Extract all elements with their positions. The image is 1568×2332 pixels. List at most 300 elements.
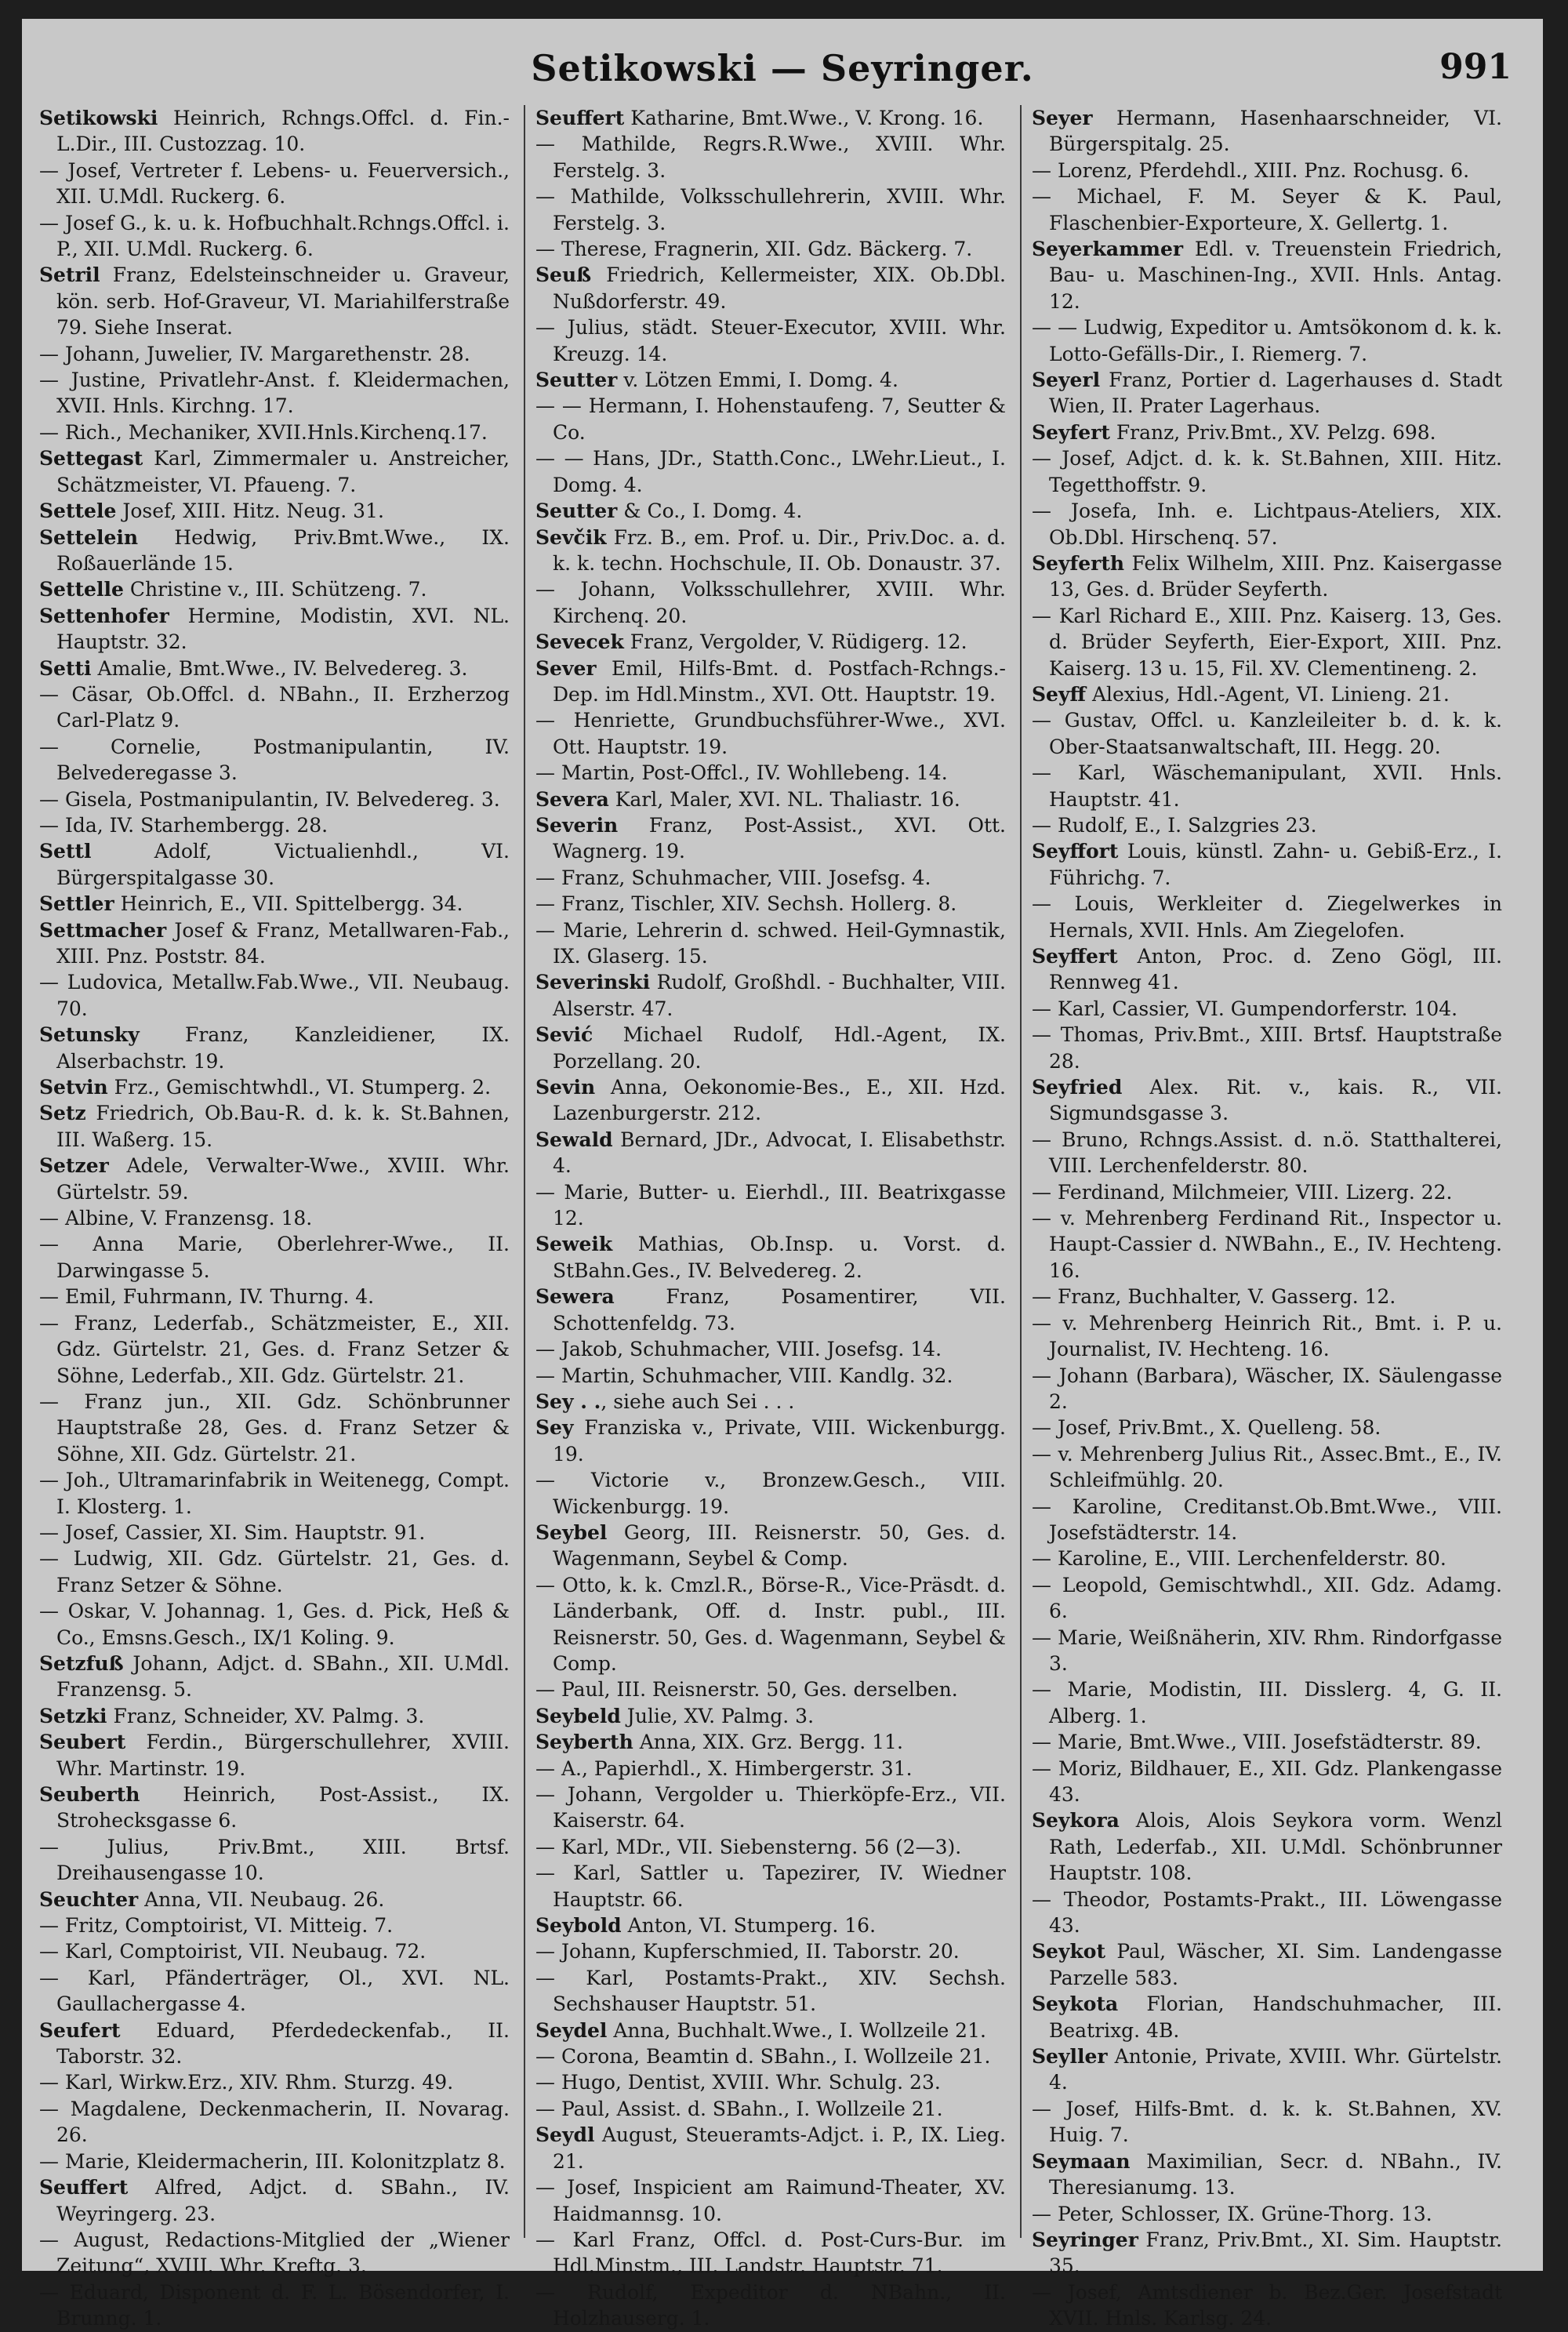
entry-details: — Karl, Comptoirist, VII. Neubaug. 72.: [39, 1940, 426, 1963]
entry-surname: Sević: [535, 1023, 593, 1047]
entry-details: Frz., Gemischtwhdl., VI. Stumperg. 2.: [107, 1076, 492, 1099]
entry-surname: Seykot: [1032, 1940, 1106, 1963]
directory-entry: [535, 969, 1006, 1022]
directory-entry: [1032, 996, 1502, 1022]
entry-details: — — Ludwig, Expeditor u. Amtsökonom d. k. k. Lotto-Gefälls-Dir., I. Riemerg. 7.: [1032, 316, 1502, 365]
directory-entry: [39, 1703, 510, 1729]
directory-entry: [39, 1887, 510, 1912]
entry-details: Franz, Posamentirer, VII. Schottenfeldg. 73.: [553, 1285, 1006, 1335]
entry-details: — Marie, Lehrerin d. schwed. Heil-Gymnastik, IX. Glaserg. 15.: [535, 918, 1006, 968]
entry-surname: Settele: [39, 499, 117, 523]
directory-entry: [39, 2174, 510, 2227]
directory-entry: [39, 1782, 510, 1834]
directory-entry: [39, 1520, 510, 1546]
entry-surname: Setzfuß: [39, 1651, 124, 1675]
entry-details: — Oskar, V. Johannag. 1, Ges. d. Pick, Heß & Co., Emsns.Gesch., IX/1 Koling. 9.: [39, 1600, 510, 1649]
directory-entry: [535, 865, 1006, 891]
entry-details: Julie, XV. Palmg. 3.: [620, 1704, 815, 1727]
directory-entry: [39, 1389, 510, 1467]
directory-entry: [1032, 498, 1502, 550]
directory-entry: [39, 576, 510, 602]
directory-entry: [39, 1205, 510, 1231]
entry-details: Franz, Priv.Bmt., XI. Sim. Hauptstr. 35.: [1049, 2228, 1502, 2278]
directory-entry: [1032, 2096, 1502, 2149]
entry-surname: Seybold: [535, 1914, 622, 1938]
entry-details: — A., Papierhdl., X. Himbergerstr. 31.: [535, 1756, 913, 1780]
entry-details: Katharine, Bmt.Wwe., V. Krong. 16.: [624, 107, 984, 129]
entry-surname: Seyer: [1032, 107, 1093, 129]
entry-details: — Johann, Vergolder u. Thierköpfe-Erz., VII. Kaiserstr. 64.: [535, 1783, 1006, 1833]
directory-entry: [1032, 2149, 1502, 2201]
directory-entry: [1032, 1938, 1502, 1991]
entry-details: Edl. v. Treuenstein Friedrich, Bau- u. Maschinen-Ing., XVII. Hnls. Antag. 12.: [1049, 238, 1502, 313]
directory-entry: [39, 656, 510, 681]
entry-surname: Seyffert: [1032, 945, 1118, 968]
entry-details: — Louis, Werkleiter d. Ziegelwerkes in Hernals, XVII. Hnls. Am Ziegelofen.: [1032, 892, 1502, 942]
directory-entry: [1032, 838, 1502, 891]
directory-entry: [535, 1756, 1006, 1782]
directory-entry: [39, 2069, 510, 2095]
entry-surname: Seydl: [535, 2123, 595, 2147]
directory-entry: [1032, 1625, 1502, 1677]
entry-surname: Seyfert: [1032, 420, 1110, 444]
entry-details: — Julius, städt. Steuer-Executor, XVIII. Whr. Kreuzg. 14.: [535, 316, 1006, 365]
directory-entry: [39, 917, 510, 970]
directory-entry: [39, 262, 510, 340]
directory-entry: [39, 2227, 510, 2279]
directory-entry: [1032, 681, 1502, 707]
page-number: 991: [1439, 47, 1512, 87]
column-divider: [1020, 105, 1022, 2238]
entry-details: Anna, VII. Neubaug. 26.: [138, 1887, 385, 1911]
directory-entry: [1032, 603, 1502, 681]
entry-details: — Karl, Sattler u. Tapezirer, IV. Wiedner Hauptstr. 66.: [535, 1862, 1006, 1911]
entry-surname: Seufert: [39, 2018, 121, 2042]
directory-entry: [1032, 1022, 1502, 1074]
directory-entry: [535, 1415, 1006, 1467]
directory-entry: [1032, 1179, 1502, 1205]
entry-details: — Marie, Weißnäherin, XIV. Rhm. Rindorfgasse 3.: [1032, 1625, 1502, 1675]
entry-details: — August, Redactions-Mitglied der „Wiener Zeitung“, XVIII. Whr. Kreftg. 3.: [39, 2228, 510, 2278]
directory-entry: [1032, 2201, 1502, 2227]
directory-entry: [39, 1834, 510, 1887]
entry-surname: Seuchter: [39, 1887, 139, 1911]
entry-details: v. Lötzen Emmi, I. Domg. 4.: [617, 369, 898, 392]
entry-details: — Josefa, Inh. e. Lichtpaus-Ateliers, XIX. Ob.Dbl. Hirschenq. 57.: [1032, 499, 1502, 549]
directory-entry: [39, 341, 510, 367]
directory-entry: [1032, 1991, 1502, 2043]
entry-surname: Seykora: [1032, 1809, 1120, 1833]
entry-details: — Rudolf, Expeditor d. NBahn., II. Holzhauserg. 1.: [535, 2280, 1006, 2330]
directory-entry: [535, 1572, 1006, 1677]
entry-surname: Seyberth: [535, 1731, 633, 1754]
entry-details: — Franz, Buchhalter, V. Gasserg. 12.: [1032, 1285, 1396, 1309]
entry-details: Franz, Portier d. Lagerhauses d. Stadt Wien, II. Prater Lagerhaus.: [1049, 369, 1502, 418]
entry-details: Franz, Vergolder, V. Rüdigerg. 12.: [623, 630, 967, 654]
directory-entry: [39, 2096, 510, 2149]
directory-entry: [535, 629, 1006, 655]
directory-entry: [39, 838, 510, 891]
entry-details: Christine v., III. Schützeng. 7.: [123, 578, 427, 601]
directory-entry: [39, 105, 510, 158]
directory-entry: [535, 2122, 1006, 2174]
directory-entry: [1032, 105, 1502, 158]
directory-entry: [1032, 1441, 1502, 1494]
directory-entry: [1032, 314, 1502, 367]
entry-details: — Theodor, Postamts-Prakt., III. Löwengasse 43.: [1032, 1887, 1502, 1938]
entry-details: Anton, VI. Stumperg. 16.: [621, 1914, 877, 1938]
entry-details: — Karl Richard E., XIII. Pnz. Kaiserg. 13, Ges. d. Brüder Seyferth, Eier-Export, XIII. Pnz. Kaiserg. 13 u. 15, Fil. XV. Clementineng. 2.: [1032, 604, 1502, 680]
entry-details: — Therese, Fragnerin, XII. Gdz. Bäckerg. 7.: [535, 238, 973, 261]
entry-details: — Cornelie, Postmanipulantin, IV. Belvederegasse 3.: [39, 735, 510, 785]
directory-entry: [535, 1231, 1006, 1284]
entry-surname: Seyerl: [1032, 369, 1101, 392]
entry-details: — Josef, Inspicient am Raimund-Theater, XV. Haidmannsg. 10.: [535, 2176, 1006, 2225]
entry-surname: Sevčik: [535, 525, 607, 549]
entry-surname: Seyff: [1032, 682, 1087, 706]
directory-entry: [535, 2096, 1006, 2122]
entry-details: — Marie, Modistin, III. Disslerg. 4, G. II. Alberg. 1.: [1032, 1678, 1502, 1727]
directory-entry: [1032, 420, 1502, 445]
entry-surname: Setikowski: [39, 107, 158, 129]
directory-entry: [1032, 367, 1502, 420]
entry-surname: Sevecek: [535, 630, 624, 654]
entry-details: — Franz, Schuhmacher, VIII. Josefsg. 4.: [535, 866, 931, 889]
entry-details: — Julius, Priv.Bmt., XIII. Brtsf. Dreihausengasse 10.: [39, 1835, 510, 1885]
entry-details: — Ida, IV. Starhembergg. 28.: [39, 813, 328, 837]
entry-details: — Victorie v., Bronzew.Gesch., VIII. Wickenburgg. 19.: [535, 1469, 1006, 1518]
directory-entry: [1032, 550, 1502, 603]
directory-entry: [535, 1834, 1006, 1860]
directory-entry: [535, 498, 1006, 524]
entry-details: — Karl Franz, Offcl. d. Post-Curs-Bur. im Hdl.Minstm., III. Landstr. Hauptstr. 71.: [535, 2228, 1006, 2278]
directory-entry: [535, 236, 1006, 262]
entry-surname: Setzer: [39, 1154, 109, 1178]
directory-entry: [1032, 1887, 1502, 1939]
entry-details: — Corona, Beamtin d. SBahn., I. Wollzeile 21.: [535, 2045, 991, 2069]
entry-details: — Paul, III. Reisnerstr. 50, Ges. derselben.: [535, 1678, 958, 1702]
entry-details: Alois, Alois Seykora vorm. Wenzl Rath, Lederfab., XII. U.Mdl. Schönbrunner Hauptstr. 108.: [1049, 1809, 1502, 1885]
directory-entry: [39, 969, 510, 1022]
entry-details: — Josef, Cassier, XI. Sim. Hauptstr. 91.: [39, 1520, 426, 1544]
entry-details: — — Hans, JDr., Statth.Conc., LWehr.Lieut., I. Domg. 4.: [535, 447, 1006, 496]
entry-details: Friedrich, Kellermeister, XIX. Ob.Dbl. Nußdorferstr. 49.: [553, 263, 1006, 313]
entry-surname: Seuffert: [535, 107, 625, 129]
directory-entry: [535, 760, 1006, 786]
entry-details: — Mathilde, Volksschullehrerin, XVIII. Whr. Ferstelg. 3.: [535, 185, 1006, 234]
directory-entry: [535, 2069, 1006, 2095]
entry-details: Felix Wilhelm, XIII. Pnz. Kaisergasse 13, Ges. d. Brüder Seyferth.: [1049, 551, 1502, 601]
directory-entry: [1032, 760, 1502, 812]
entry-surname: Setti: [39, 656, 92, 680]
entry-details: Karl, Maler, XVI. NL. Thaliastr. 16.: [608, 787, 960, 811]
directory-entry: [39, 681, 510, 734]
entry-details: Josef & Franz, Metallwaren-Fab., XIII. Pnz. Poststr. 84.: [56, 918, 510, 968]
entry-surname: Seydel: [535, 2018, 608, 2042]
directory-entry: [535, 1782, 1006, 1834]
entry-details: Rudolf, Großhdl. - Buchhalter, VIII. Alserstr. 47.: [553, 971, 1006, 1020]
entry-details: — Gustav, Offcl. u. Kanzleileiter b. d. k. k. Ober-Staatsanwaltschaft, III. Hegg. 20.: [1032, 709, 1502, 758]
directory-entry: [535, 1284, 1006, 1336]
entry-surname: Severin: [535, 813, 619, 837]
entry-details: — Joh., Ultramarinfabrik in Weitenegg, Compt. I. Klosterg. 1.: [39, 1469, 510, 1518]
entry-surname: Severa: [535, 787, 609, 811]
entry-details: Adolf, Victualienhdl., VI. Bürgerspitalgasse 30.: [56, 840, 510, 889]
entry-details: — v. Mehrenberg Julius Rit., Assec.Bmt., E., IV. Schleifmühlg. 20.: [1032, 1442, 1502, 1492]
directory-entry: [1032, 1415, 1502, 1440]
entry-details: — Albine, V. Franzensg. 18.: [39, 1207, 313, 1230]
directory-entry: [1032, 445, 1502, 498]
directory-entry: [1032, 2279, 1502, 2332]
directory-entry: [39, 1965, 510, 2018]
directory-entry: [39, 812, 510, 838]
entry-details: Adele, Verwalter-Wwe., XVIII. Whr. Gürtelstr. 59.: [56, 1154, 510, 1204]
directory-entry: [39, 1022, 510, 1074]
entry-details: — Karl, Wirkw.Erz., XIV. Rhm. Sturzg. 49.: [39, 2071, 454, 2094]
directory-entry: [1032, 1807, 1502, 1886]
entry-details: — Josef, Priv.Bmt., X. Quelleng. 58.: [1032, 1416, 1381, 1440]
entry-details: — Jakob, Schuhmacher, VIII. Josefsg. 14.: [535, 1338, 942, 1361]
directory-entry: [535, 917, 1006, 970]
directory-entry: [1032, 891, 1502, 943]
entry-details: Georg, III. Reisnerstr. 50, Ges. d. Wagenmann, Seybel & Comp.: [553, 1520, 1006, 1571]
entry-details: — Josef, Adjct. d. k. k. St.Bahnen, XIII. Hitz. Tegetthoffstr. 9.: [1032, 447, 1502, 496]
entry-details: — Otto, k. k. Cmzl.R., Börse-R., Vice-Präsdt. d. Länderbank, Off. d. Instr. publ., III. Reisnerstr. 50, Ges. d. Wagenmann, Seybel & Comp.: [535, 1573, 1006, 1675]
entry-details: — Ferdinand, Milchmeier, VIII. Lizerg. 22.: [1032, 1180, 1453, 1204]
entry-details: Josef, XIII. Hitz. Neug. 31.: [116, 499, 384, 523]
entry-details: — Franz jun., XII. Gdz. Schönbrunner Hauptstraße 28, Ges. d. Franz Setzer & Söhne, XII. Gdz. Gürtelstr. 21.: [39, 1389, 510, 1466]
entry-details: Paul, Wäscher, XI. Sim. Landengasse Parzelle 583.: [1049, 1940, 1502, 1989]
entry-details: — Justine, Privatlehr-Anst. f. Kleidermachen, XVII. Hnls. Kirchng. 17.: [39, 369, 510, 418]
entry-details: — Cäsar, Ob.Offcl. d. NBahn., II. Erzherzog Carl-Platz 9.: [39, 682, 510, 732]
entry-details: Anna, Oekonomie-Bes., E., XII. Hzd. Lazenburgerstr. 212.: [553, 1076, 1006, 1125]
entry-details: — Fritz, Comptoirist, VI. Mitteig. 7.: [39, 1914, 394, 1938]
column-divider: [524, 105, 525, 2238]
directory-entry: [535, 812, 1006, 865]
directory-column-1: [39, 105, 510, 2330]
directory-entry: [39, 734, 510, 786]
entry-details: Bernard, JDr., Advocat, I. Elisabethstr. 4.: [553, 1128, 1006, 1178]
entry-details: Franz, Priv.Bmt., XV. Pelzg. 698.: [1109, 420, 1436, 444]
directory-entry: [39, 1729, 510, 1782]
entry-surname: Sever: [535, 656, 597, 680]
directory-entry: [39, 1074, 510, 1100]
directory-entry: [1032, 1310, 1502, 1363]
entry-surname: Seyfried: [1032, 1076, 1123, 1099]
directory-entry: [535, 891, 1006, 917]
entry-details: Hedwig, Priv.Bmt.Wwe., IX. Roßauerlände 15.: [56, 525, 510, 575]
directory-entry: [535, 1467, 1006, 1520]
entry-details: Franz, Edelsteinschneider u. Graveur, kön. serb. Hof-Graveur, VI. Mariahilferstraße 79. Siehe Inserat.: [56, 263, 510, 340]
directory-entry: [535, 393, 1006, 445]
directory-entry: [535, 131, 1006, 183]
directory-entry: [535, 183, 1006, 236]
directory-entry: [535, 1127, 1006, 1179]
entry-surname: Settenhofer: [39, 604, 169, 627]
entry-details: Alfred, Adjct. d. SBahn., IV. Weyringerg. 23.: [56, 2176, 510, 2225]
entry-details: — Leopold, Gemischtwhdl., XII. Gdz. Adamg. 6.: [1032, 1573, 1502, 1623]
directory-entry: [535, 1729, 1006, 1755]
directory-entry: [39, 1284, 510, 1309]
entry-surname: Settegast: [39, 447, 143, 470]
entry-surname: Settelein: [39, 525, 139, 549]
directory-entry: [535, 786, 1006, 812]
directory-entry: [535, 707, 1006, 760]
entry-surname: Seymaan: [1032, 2149, 1131, 2173]
entry-surname: Seutter: [535, 499, 618, 523]
directory-entry: [39, 2018, 510, 2070]
entry-details: Anna, Buchhalt.Wwe., I. Wollzeile 21.: [607, 2018, 986, 2042]
directory-entry: [1032, 2227, 1502, 2279]
entry-details: Antonie, Private, XVIII. Whr. Gürtelstr. 4.: [1049, 2045, 1502, 2094]
directory-entry: [1032, 1572, 1502, 1625]
directory-entry: [535, 2043, 1006, 2069]
entry-details: — Anna Marie, Oberlehrer-Wwe., II. Darwingasse 5.: [39, 1233, 510, 1282]
directory-entry: [39, 158, 510, 210]
entry-details: — Rich., Mechaniker, XVII.Hnls.Kirchenq.17.: [39, 420, 488, 444]
directory-entry: [1032, 707, 1502, 760]
entry-details: Mathias, Ob.Insp. u. Vorst. d. StBahn.Ges., IV. Belvedereg. 2.: [553, 1233, 1006, 1282]
directory-entry: [535, 2174, 1006, 2227]
directory-entry: [535, 2018, 1006, 2043]
entry-details: — Marie, Butter- u. Eierhdl., III. Beatrixgasse 12.: [535, 1180, 1006, 1230]
entry-details: — Gisela, Postmanipulantin, IV. Belvedereg. 3.: [39, 787, 500, 811]
directory-entry: [39, 1100, 510, 1153]
entry-details: — Karl, Pfänderträger, Ol., XVI. NL. Gaullachergasse 4.: [39, 1966, 510, 2016]
entry-surname: Setril: [39, 263, 100, 287]
directory-entry: [39, 891, 510, 917]
entry-details: Franz, Post-Assist., XVI. Ott. Wagnerg. 19.: [553, 813, 1006, 863]
directory-entry: [535, 1363, 1006, 1389]
directory-entry: [1032, 1127, 1502, 1179]
entry-surname: Setz: [39, 1102, 86, 1125]
entry-details: Franziska v., Private, VIII. Wickenburgg. 19.: [553, 1416, 1006, 1466]
entry-details: — Ludovica, Metallw.Fab.Wwe., VII. Neubaug. 70.: [39, 971, 510, 1020]
entry-details: Friedrich, Ob.Bau-R. d. k. k. St.Bahnen, III. Waßerg. 15.: [56, 1102, 510, 1151]
entry-surname: Seuffert: [39, 2176, 129, 2199]
directory-entry: [535, 1179, 1006, 1232]
entry-surname: Sey: [535, 1416, 574, 1440]
directory-entry: [535, 1074, 1006, 1127]
entry-details: — Karl, MDr., VII. Siebensterng. 56 (2—3).: [535, 1835, 962, 1858]
entry-details: — Franz, Tischler, XIV. Sechsh. Hollerg. 8.: [535, 892, 957, 916]
directory-entry: [535, 1022, 1006, 1074]
directory-entry: [39, 420, 510, 445]
entry-details: Anton, Proc. d. Zeno Gögl, III. Rennweg 41.: [1049, 945, 1502, 994]
entry-surname: Seybeld: [535, 1704, 621, 1727]
entry-surname: Seyller: [1032, 2045, 1108, 2069]
directory-entry: [1032, 158, 1502, 183]
directory-entry: [1032, 1363, 1502, 1415]
page-header: [22, 47, 1543, 102]
directory-entry: [1032, 1729, 1502, 1755]
entry-details: — Josef G., k. u. k. Hofbuchhalt.Rchngs.Offcl. i. P., XII. U.Mdl. Ruckerg. 6.: [39, 211, 510, 261]
directory-entry: [1032, 183, 1502, 236]
entry-details: Heinrich, Post-Assist., IX. Strohecksgasse 6.: [56, 1783, 510, 1833]
directory-entry: [535, 2227, 1006, 2279]
entry-details: — Lorenz, Pferdehdl., XIII. Pnz. Rochusg. 6.: [1032, 158, 1470, 182]
directory-entry: [1032, 2043, 1502, 2096]
entry-details: — — Hermann, I. Hohenstaufeng. 7, Seutter & Co.: [535, 394, 1006, 444]
entry-details: — Magdalene, Deckenmacherin, II. Novarag. 26.: [39, 2097, 510, 2147]
entry-details: Eduard, Pferdedeckenfab., II. Taborstr. 32.: [56, 2018, 510, 2069]
entry-surname: Settl: [39, 840, 92, 863]
directory-entry: [39, 1938, 510, 1964]
entry-surname: Seykota: [1032, 1992, 1119, 2016]
entry-details: Hermine, Modistin, XVI. NL. Hauptstr. 32.: [56, 604, 510, 654]
entry-details: — Ludwig, XII. Gdz. Gürtelstr. 21, Ges. d. Franz Setzer & Söhne.: [39, 1547, 510, 1596]
entry-details: Alex. Rit. v., kais. R., VII. Sigmundsgasse 3.: [1049, 1076, 1502, 1125]
entry-surname: Seuß: [535, 263, 592, 287]
entry-details: — Johann, Kupferschmied, II. Taborstr. 20.: [535, 1940, 960, 1963]
entry-details: Louis, künstl. Zahn- u. Gebiß-Erz., I. Führichg. 7.: [1049, 840, 1502, 889]
directory-entry: [39, 525, 510, 577]
directory-entry: [535, 314, 1006, 367]
entry-surname: Settelle: [39, 578, 124, 601]
entry-details: — Thomas, Priv.Bmt., XIII. Brtsf. Hauptstraße 28.: [1032, 1023, 1502, 1073]
entry-surname: Seyferth: [1032, 551, 1125, 575]
directory-entry: [1032, 1546, 1502, 1571]
directory-entry: [39, 2149, 510, 2174]
directory-entry: [39, 498, 510, 524]
entry-surname: Setvin: [39, 1076, 108, 1099]
entry-details: — Josef, Amtsdiener b. Bez.Ger. Josefstadt XVII. Hnls. Karlsg. 24.: [1032, 2280, 1502, 2330]
directory-entry: [535, 656, 1006, 708]
entry-details: — Karoline, Creditanst.Ob.Bmt.Wwe., VIII. Josefstädterstr. 14.: [1032, 1495, 1502, 1544]
entry-surname: Sey . .: [535, 1389, 601, 1413]
directory-entry: [535, 1389, 1006, 1415]
entry-details: — Martin, Post-Offcl., IV. Wohllebeng. 14.: [535, 761, 948, 785]
directory-entry: [535, 262, 1006, 314]
directory-entry: [535, 1938, 1006, 1964]
entry-surname: Seybel: [535, 1520, 608, 1544]
entry-details: — Karl, Wäschemanipulant, XVII. Hnls. Hauptstr. 41.: [1032, 761, 1502, 811]
entry-surname: Sewera: [535, 1285, 615, 1309]
entry-surname: Seweik: [535, 1233, 613, 1256]
directory-entry: [1032, 1756, 1502, 1808]
entry-details: — v. Mehrenberg Heinrich Rit., Bmt. i. P. u. Journalist, IV. Hechteng. 16.: [1032, 1311, 1502, 1361]
entry-details: Heinrich, E., VII. Spittelbergg. 34.: [114, 892, 463, 916]
directory-entry: [39, 603, 510, 656]
directory-entry: [535, 1965, 1006, 2018]
entry-surname: Settler: [39, 892, 114, 916]
entry-details: — Marie, Kleidermacherin, III. Kolonitzplatz 8.: [39, 2149, 506, 2173]
entry-details: — Henriette, Grundbuchsführer-Wwe., XVI. Ott. Hauptstr. 19.: [535, 709, 1006, 758]
directory-entry: [1032, 943, 1502, 996]
entry-details: — Bruno, Rchngs.Assist. d. n.ö. Statthalterei, VIII. Lerchenfelderstr. 80.: [1032, 1128, 1502, 1178]
directory-entry: [39, 367, 510, 420]
directory-entry: [535, 105, 1006, 131]
entry-details: Anna, XIX. Grz. Bergg. 11.: [633, 1731, 903, 1754]
directory-entry: [535, 1336, 1006, 1362]
entry-surname: Sevin: [535, 1076, 596, 1099]
entry-details: , siehe auch Sei . . .: [601, 1389, 795, 1413]
directory-entry: [535, 525, 1006, 577]
entry-details: Ferdin., Bürgerschullehrer, XVIII. Whr. Martinstr. 19.: [56, 1731, 510, 1780]
entry-surname: Seubert: [39, 1731, 126, 1754]
entry-details: — Franz, Lederfab., Schätzmeister, E., XII. Gdz. Gürtelstr. 21, Ges. d. Franz Setzer & Söhne, Lederfab., XII. Gdz. Gürtelstr. 21.: [39, 1311, 510, 1387]
entry-details: — Michael, F. M. Seyer & K. Paul, Flaschenbier-Exporteure, X. Gellertg. 1.: [1032, 185, 1502, 234]
directory-entry: [1032, 236, 1502, 314]
entry-details: — Marie, Bmt.Wwe., VIII. Josefstädterstr. 89.: [1032, 1731, 1482, 1754]
entry-details: — Paul, Assist. d. SBahn., I. Wollzeile 21.: [535, 2097, 943, 2120]
entry-details: — Rudolf, E., I. Salzgries 23.: [1032, 813, 1317, 837]
directory-entry: [39, 1651, 510, 1703]
directory-entry: [39, 1467, 510, 1520]
directory-entry: [535, 1676, 1006, 1702]
directory-entry: [1032, 1284, 1502, 1309]
entry-details: Karl, Zimmermaler u. Anstreicher, Schätzmeister, VI. Pfaueng. 7.: [56, 447, 510, 496]
